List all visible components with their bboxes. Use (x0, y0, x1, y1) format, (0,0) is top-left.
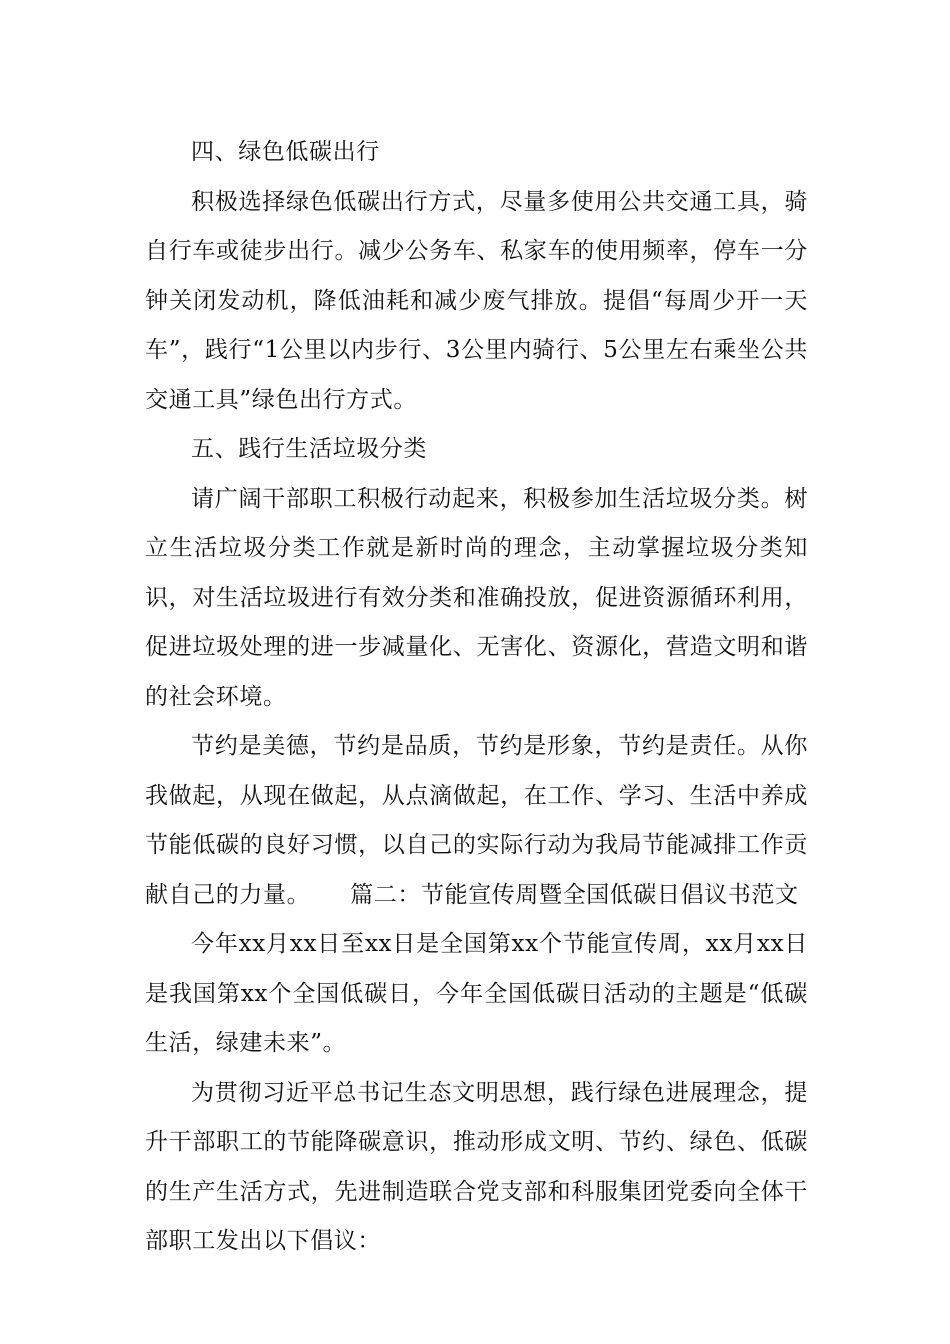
document-body (145, 128, 808, 1267)
paragraph-article-two-initiative: 为贯彻习近平总书记生态文明思想，践行绿色进展理念，提升干部职工的节能降碳意识，推动形成文明、节约、绿色、低碳的生产生活方式，先进制造联合党支部和科服集团党委向全体干部职工发出以下倡议： (145, 1079, 808, 1254)
paragraph-article-two-intro: 今年xx月xx日至xx日是全国第xx个节能宣传周，xx月xx日是我国第xx个全国低碳日，今年全国低碳日活动的主题是“低碳生活，绿建未来”。 (145, 931, 808, 1056)
section-heading-garbage-sorting: 五、践行生活垃圾分类 (191, 436, 427, 462)
closing-text: 节约是美德，节约是品质，节约是形象，节约是责任。从你我做起，从现在做起，从点滴做起，在工作、学习、生活中养成节能低碳的良好习惯，以自己的实际行动为我局节能减排工作贡献自己的力量。 (145, 733, 808, 908)
paragraph-closing (145, 722, 808, 920)
paragraph-green-travel: 积极选择绿色低碳出行方式，尽量多使用公共交通工具，骑自行车或徒步出行。减少公务车、私家车的使用频率，停车一分钟关闭发动机，降低油耗和减少废气排放。提倡“每周少开一天车”，践行“1公里以内步行、3公里内骑行、5公里左右乘坐公共交通工具”绿色出行方式。 (145, 188, 808, 413)
paragraph-garbage-sorting: 请广阔干部职工积极行动起来，积极参加生活垃圾分类。树立生活垃圾分类工作就是新时尚的理念，主动掌握垃圾分类知识，对生活垃圾进行有效分类和准确投放，促进资源循环利用，促进垃圾处理的进一步减量化、无害化、资源化，营造文明和谐的社会环境。 (145, 485, 808, 710)
section-heading-green-travel: 四、绿色低碳出行 (191, 139, 380, 165)
article-two-title: 篇二：节能宣传周暨全国低碳日倡议书范文 (350, 881, 799, 908)
